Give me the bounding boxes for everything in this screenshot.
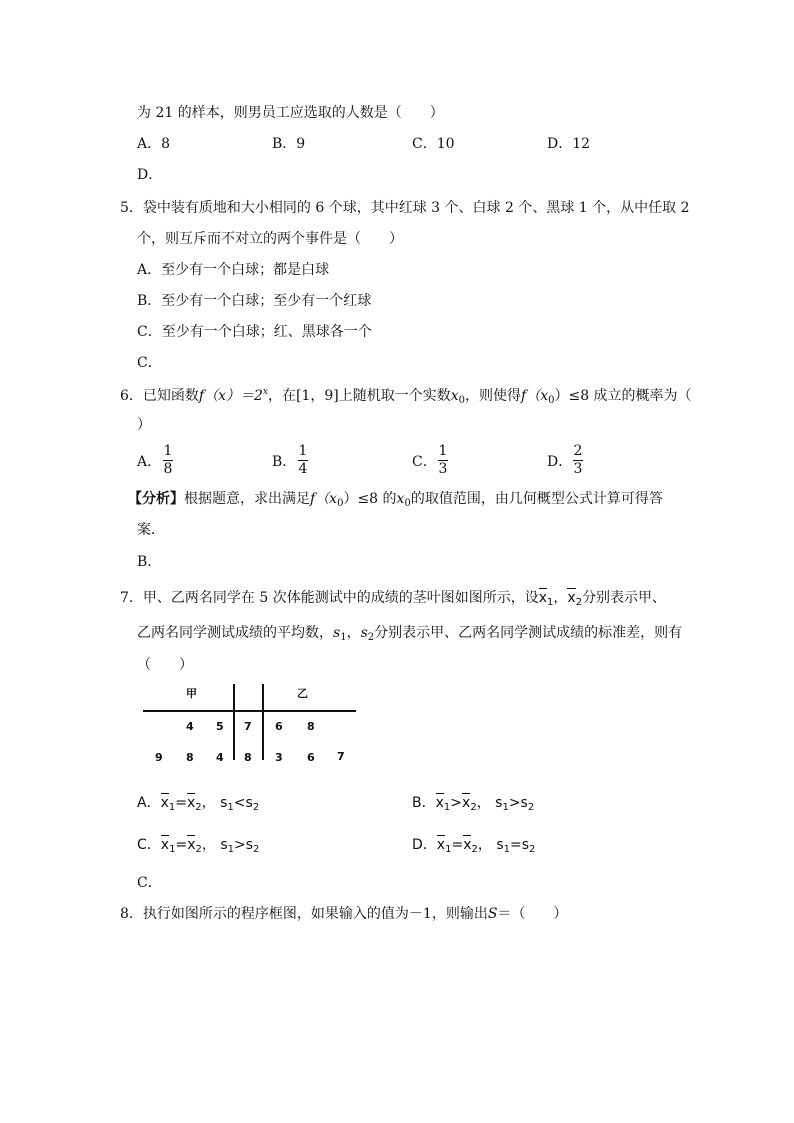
sep: ， bbox=[477, 837, 492, 853]
x-bar: x bbox=[187, 837, 196, 853]
relation: = bbox=[509, 837, 522, 853]
q6-tail: ，则使得 bbox=[465, 388, 522, 404]
relation: > bbox=[233, 837, 246, 853]
sub: 2 bbox=[471, 844, 478, 855]
relation: > bbox=[450, 795, 463, 811]
analysis-text2: ）≤8 的 bbox=[343, 491, 397, 507]
q6-option-c-fraction bbox=[438, 444, 448, 476]
q6-cond: f（x bbox=[521, 388, 549, 404]
q6-exponent: x bbox=[262, 387, 268, 397]
fraction-numerator: 1 bbox=[438, 443, 448, 459]
sub: 2 bbox=[529, 844, 536, 855]
header-divider bbox=[143, 710, 356, 712]
q6-stem-line2: ） bbox=[137, 417, 151, 433]
q7-text: 7．甲、乙两名同学在 5 次体能测试中的成绩的茎叶图如图所示，设 bbox=[120, 590, 539, 606]
sub: 2 bbox=[195, 802, 202, 813]
mean-x1: x bbox=[538, 590, 548, 606]
stem-divider-right bbox=[262, 684, 264, 760]
q8-text: 8．执行如图所示的程序框图，如果输入的值为－1，则输出 bbox=[120, 906, 488, 922]
q6-prefix: 6．已知函数 bbox=[120, 388, 199, 404]
q6-option-d-label: D． bbox=[547, 454, 573, 470]
q8-S: S bbox=[487, 906, 498, 922]
q5-stem-line1: 5．袋中装有质地和大小相同的 6 个球，其中红球 3 个、白球 2 个、黑球 1 个，从中任取 2 bbox=[120, 200, 690, 216]
leaf-left: 5 bbox=[216, 720, 224, 733]
q4-option-a: A．8 bbox=[137, 136, 171, 152]
q5-stem-line2: 个，则互斥而不对立的两个事件是（ ） bbox=[137, 231, 403, 247]
q6-function: f（x）＝2 bbox=[198, 388, 263, 404]
sub: 1 bbox=[169, 844, 176, 855]
q7-comma: ， bbox=[553, 590, 568, 606]
analysis-sub: 0 bbox=[337, 498, 344, 509]
q7-stem-line3: （ ） bbox=[137, 657, 193, 673]
sub: 1 bbox=[503, 844, 510, 855]
sub: 2 bbox=[527, 802, 535, 813]
option-label: C． bbox=[137, 837, 161, 853]
relation: = bbox=[451, 837, 464, 853]
x-bar: x bbox=[462, 795, 471, 811]
q5-option-c: C．至少有一个白球；红、黑球各一个 bbox=[137, 324, 372, 340]
sub: 1 bbox=[443, 802, 451, 813]
leaf-right: 6 bbox=[275, 720, 283, 733]
s: s bbox=[245, 837, 254, 853]
sub: 1 bbox=[445, 844, 452, 855]
leaf-left: 4 bbox=[216, 751, 224, 764]
analysis-var: x bbox=[396, 491, 405, 507]
std-s2: s bbox=[360, 625, 368, 641]
x-bar: x bbox=[436, 837, 446, 853]
option-label: B． bbox=[412, 795, 436, 811]
q7-text2b: 分别表示甲、乙两名同学测试成绩的标准差，则有 bbox=[374, 625, 683, 641]
sub: 1 bbox=[227, 844, 234, 855]
leaf-right: 7 bbox=[337, 750, 345, 763]
sub: 1 bbox=[168, 802, 176, 813]
q6-analysis-line1 bbox=[128, 492, 663, 509]
s: s bbox=[496, 837, 504, 853]
q7-answer: C． bbox=[137, 875, 162, 891]
fraction-numerator: 2 bbox=[573, 443, 583, 459]
q4-line: 为 21 的样本，则男员工应选取的人数是（ ） bbox=[137, 105, 444, 121]
x-bar: x bbox=[160, 795, 169, 811]
q6-x0-sub: 0 bbox=[458, 395, 466, 406]
relation: > bbox=[508, 795, 521, 811]
relation: = bbox=[175, 795, 187, 811]
s: s bbox=[495, 795, 503, 811]
q8-stem-line1 bbox=[120, 907, 567, 921]
leaf-right: 3 bbox=[275, 751, 283, 764]
analysis-text3: 的取值范围，由几何概型公式计算可得答 bbox=[410, 491, 663, 507]
analysis-var-sub: 0 bbox=[404, 498, 411, 509]
leaf-left: 9 bbox=[155, 751, 163, 764]
fraction-denominator: 4 bbox=[298, 460, 308, 477]
analysis-text: 根据题意，求出满足 bbox=[184, 491, 310, 507]
relation: = bbox=[175, 837, 188, 853]
q6-interval: ，在[1，9]上随机取一个实数 bbox=[267, 388, 451, 404]
q4-option-b: B．9 bbox=[272, 136, 306, 152]
q7-comma2: ， bbox=[346, 625, 361, 641]
q8-text-b: ＝（ ） bbox=[497, 906, 568, 922]
fraction-numerator: 1 bbox=[163, 443, 173, 459]
s: s bbox=[520, 795, 528, 811]
mean-x2-sub: 2 bbox=[575, 597, 583, 608]
std-s2-sub: 2 bbox=[367, 632, 375, 643]
q6-option-a-label: A． bbox=[137, 454, 162, 470]
q6-cond-tail: ）≤8 成立的概率为（ bbox=[554, 388, 692, 404]
s: s bbox=[220, 837, 228, 853]
sub: 1 bbox=[502, 802, 509, 813]
std-s1-sub: 1 bbox=[340, 632, 347, 643]
q6-option-b-label: B． bbox=[272, 454, 297, 470]
q6-answer: B． bbox=[137, 554, 162, 570]
q6-option-c-label: C． bbox=[412, 454, 437, 470]
sub: 2 bbox=[252, 802, 260, 813]
q6-analysis-line2: 案． bbox=[137, 522, 165, 538]
q6-option-d-fraction bbox=[573, 444, 583, 476]
sub: 1 bbox=[227, 802, 234, 813]
q7-option-b bbox=[412, 796, 534, 813]
x-bar: x bbox=[435, 795, 444, 811]
stem-value: 7 bbox=[244, 720, 252, 733]
q4-option-c: C．10 bbox=[412, 136, 455, 152]
mean-x2: x bbox=[567, 590, 576, 606]
sep: ， bbox=[201, 837, 216, 853]
leaf-right: 8 bbox=[307, 720, 315, 733]
q4-answer: D． bbox=[137, 167, 163, 183]
leaf-left: 8 bbox=[186, 751, 194, 764]
option-label: A． bbox=[137, 795, 161, 811]
q7-stem-line1 bbox=[120, 591, 666, 608]
q5-option-a: A．至少有一个白球；都是白球 bbox=[137, 262, 330, 278]
q7-stem-line2 bbox=[137, 626, 682, 643]
analysis-func: f（x bbox=[310, 491, 338, 507]
x-bar: x bbox=[186, 795, 196, 811]
q6-cond-sub: 0 bbox=[548, 395, 555, 406]
sub: 2 bbox=[253, 844, 260, 855]
fraction-denominator: 8 bbox=[163, 460, 173, 477]
q7-option-a bbox=[137, 796, 259, 813]
q4-option-d: D．12 bbox=[547, 136, 591, 152]
q5-answer: C． bbox=[137, 355, 162, 371]
q7-option-c bbox=[137, 838, 259, 855]
q6-option-a-fraction bbox=[163, 444, 173, 476]
stem-divider-left bbox=[233, 684, 235, 760]
s: s bbox=[521, 837, 530, 853]
x-bar: x bbox=[160, 837, 170, 853]
fraction-numerator: 1 bbox=[298, 443, 308, 459]
sep: ， bbox=[201, 795, 216, 811]
leaf-right: 6 bbox=[307, 751, 315, 764]
fraction-denominator: 3 bbox=[438, 460, 448, 477]
stem-header-left: 甲 bbox=[186, 687, 197, 700]
fraction-denominator: 3 bbox=[573, 460, 583, 477]
q6-stem-line1 bbox=[120, 388, 692, 406]
s: s bbox=[220, 795, 228, 811]
analysis-tag: 【分析】 bbox=[128, 491, 184, 507]
q7-text2: 乙两名同学测试成绩的平均数， bbox=[137, 625, 333, 641]
s: s bbox=[245, 795, 253, 811]
mean-x1-sub: 1 bbox=[547, 597, 554, 608]
stem-header-right: 乙 bbox=[297, 687, 308, 700]
stem-leaf-plot bbox=[140, 682, 360, 772]
q6-option-b-fraction bbox=[298, 444, 308, 476]
q6-x0: x bbox=[450, 388, 459, 404]
std-s1: s bbox=[333, 625, 341, 641]
q7-option-d bbox=[412, 838, 535, 855]
q5-option-b: B．至少有一个白球；至少有一个红球 bbox=[137, 293, 372, 309]
x-bar: x bbox=[463, 837, 472, 853]
leaf-left: 4 bbox=[186, 720, 194, 733]
stem-value: 8 bbox=[244, 751, 252, 764]
sub: 2 bbox=[195, 844, 202, 855]
sub: 2 bbox=[470, 802, 477, 813]
relation: < bbox=[233, 795, 246, 811]
q7-text-b: 分别表示甲、 bbox=[582, 590, 667, 606]
sep: ， bbox=[476, 795, 491, 811]
option-label: D． bbox=[412, 837, 437, 853]
